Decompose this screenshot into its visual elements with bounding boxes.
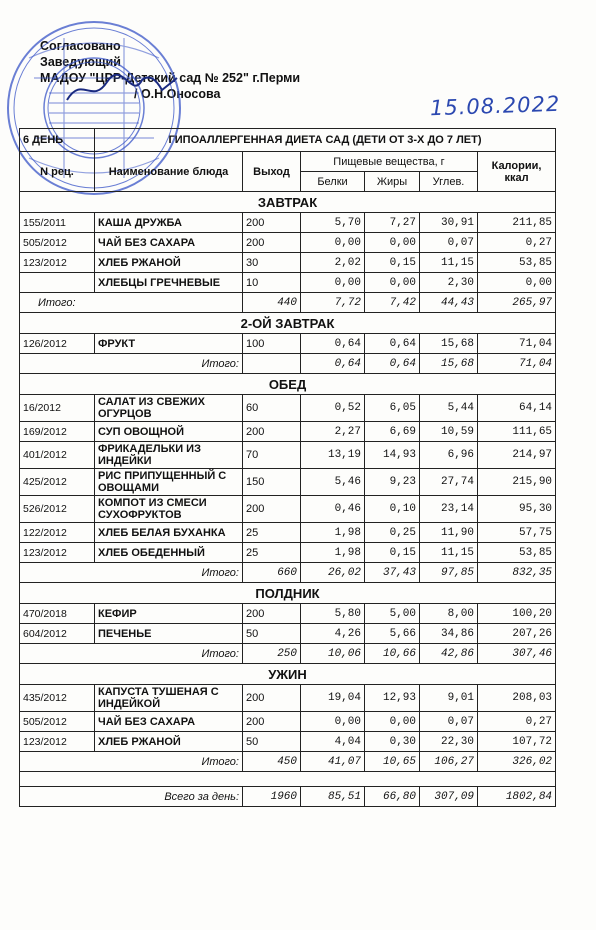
total-protein: 0,64 [301,354,365,374]
dish-carbs: 10,59 [420,422,478,442]
dish-fat: 0,15 [365,543,420,563]
dish-name: СУП ОВОЩНОЙ [95,422,243,442]
dish-fat: 5,00 [365,604,420,624]
section-row-lunch [20,374,556,395]
recipe-number: 604/2012 [20,624,95,644]
dish-calories: 57,75 [478,523,556,543]
dish-fat: 6,05 [365,395,420,422]
dish-carbs: 6,96 [420,442,478,469]
section-row-dinner [20,664,556,685]
dish-fat: 6,69 [365,422,420,442]
dish-carbs: 0,07 [420,712,478,732]
diet-title: ГИПОАЛЛЕРГЕННАЯ ДИЕТА САД (ДЕТИ ОТ 3-Х ДО 7 ЛЕТ) [95,129,556,152]
dish-name: САЛАТ ИЗ СВЕЖИХ ОГУРЦОВ [95,395,243,422]
dish-carbs: 15,68 [420,334,478,354]
dish-name: КАША ДРУЖБА [95,213,243,233]
total-fat: 0,64 [365,354,420,374]
dish-row [20,604,556,624]
grand-total-fat: 66,80 [365,787,420,807]
recipe-number: 526/2012 [20,496,95,523]
total-label: Итого: [20,752,243,772]
dish-name: ПЕЧЕНЬЕ [95,624,243,644]
dish-protein: 0,64 [301,334,365,354]
dish-calories: 0,27 [478,233,556,253]
dish-row [20,496,556,523]
dish-fat: 7,27 [365,213,420,233]
approval-title: Согласовано [40,39,121,53]
recipe-number: 425/2012 [20,469,95,496]
dish-carbs: 11,15 [420,253,478,273]
dish-protein: 5,46 [301,469,365,496]
dish-calories: 207,26 [478,624,556,644]
recipe-number: 435/2012 [20,685,95,712]
dish-row [20,273,556,293]
dish-fat: 0,30 [365,732,420,752]
dish-row [20,253,556,273]
dish-carbs: 9,01 [420,685,478,712]
dish-carbs: 30,91 [420,213,478,233]
day-label: 6 ДЕНЬ [20,129,95,152]
dish-output: 60 [243,395,301,422]
dish-carbs: 5,44 [420,395,478,422]
total-label: Итого: [20,644,243,664]
dish-name: КОМПОТ ИЗ СМЕСИ СУХОФРУКТОВ [95,496,243,523]
recipe-number: 126/2012 [20,334,95,354]
dish-name: ЧАЙ БЕЗ САХАРА [95,712,243,732]
dish-row [20,685,556,712]
section-title: ПОЛДНИК [20,583,556,604]
recipe-number: 470/2018 [20,604,95,624]
dish-fat: 0,25 [365,523,420,543]
total-row [20,644,556,664]
dish-calories: 111,65 [478,422,556,442]
total-carbs: 97,85 [420,563,478,583]
dish-carbs: 2,30 [420,273,478,293]
approval-position: Заведующий [40,55,121,69]
total-fat: 10,66 [365,644,420,664]
dish-calories: 71,04 [478,334,556,354]
total-fat: 10,65 [365,752,420,772]
col-calories-header: Калории, ккал [478,152,556,192]
dish-output: 70 [243,442,301,469]
dish-calories: 100,20 [478,604,556,624]
dish-row [20,442,556,469]
section-title: 2-ОЙ ЗАВТРАК [20,313,556,334]
dish-protein: 0,00 [301,233,365,253]
total-output: 450 [243,752,301,772]
dish-fat: 0,10 [365,496,420,523]
dish-fat: 9,23 [365,469,420,496]
dish-row [20,543,556,563]
dish-name: ХЛЕБ РЖАНОЙ [95,732,243,752]
dish-calories: 0,00 [478,273,556,293]
recipe-number: 122/2012 [20,523,95,543]
recipe-number: 123/2012 [20,543,95,563]
col-nutrients-header: Пищевые вещества, г [301,152,478,172]
total-output [243,354,301,374]
dish-protein: 0,52 [301,395,365,422]
recipe-number: 123/2012 [20,253,95,273]
total-calories: 71,04 [478,354,556,374]
dish-fat: 0,15 [365,253,420,273]
dish-protein: 2,02 [301,253,365,273]
dish-output: 25 [243,523,301,543]
dish-calories: 211,85 [478,213,556,233]
dish-calories: 53,85 [478,253,556,273]
dish-protein: 1,98 [301,543,365,563]
dish-row [20,732,556,752]
section-title: ЗАВТРАК [20,192,556,213]
dish-name: ХЛЕБЦЫ ГРЕЧНЕВЫЕ [95,273,243,293]
dish-protein: 0,46 [301,496,365,523]
dish-carbs: 27,74 [420,469,478,496]
section-title: ОБЕД [20,374,556,395]
dish-output: 200 [243,685,301,712]
dish-name: РИС ПРИПУЩЕННЫЙ С ОВОЩАМИ [95,469,243,496]
total-row [20,354,556,374]
dish-name: КАПУСТА ТУШЕНАЯ С ИНДЕЙКОЙ [95,685,243,712]
dish-row [20,624,556,644]
recipe-number: 16/2012 [20,395,95,422]
dish-output: 200 [243,712,301,732]
col-protein-header: Белки [301,172,365,192]
dish-protein: 19,04 [301,685,365,712]
grand-total-label: Всего за день: [20,787,243,807]
total-carbs: 106,27 [420,752,478,772]
section-row-snack [20,583,556,604]
recipe-number: 155/2011 [20,213,95,233]
total-carbs: 15,68 [420,354,478,374]
dish-output: 200 [243,213,301,233]
approval-signatory: / О.Н.Оносова [134,87,221,101]
dish-protein: 2,27 [301,422,365,442]
signature [62,70,182,110]
dish-fat: 12,93 [365,685,420,712]
dish-row [20,422,556,442]
dish-output: 200 [243,422,301,442]
col-fat-header: Жиры [365,172,420,192]
dish-fat: 0,00 [365,273,420,293]
column-header-row [20,152,556,172]
dish-fat: 0,64 [365,334,420,354]
grand-total-output: 1960 [243,787,301,807]
dish-calories: 64,14 [478,395,556,422]
dish-name: ФРУКТ [95,334,243,354]
recipe-number: 505/2012 [20,712,95,732]
dish-output: 10 [243,273,301,293]
dish-protein: 4,04 [301,732,365,752]
dish-carbs: 11,90 [420,523,478,543]
total-fat: 37,43 [365,563,420,583]
dish-fat: 0,00 [365,233,420,253]
dish-output: 50 [243,624,301,644]
dish-carbs: 0,07 [420,233,478,253]
total-row [20,752,556,772]
total-fat: 7,42 [365,293,420,313]
dish-output: 30 [243,253,301,273]
menu-body [20,192,556,807]
handwritten-date: 15.08.2022 [429,91,561,121]
total-row [20,293,556,313]
section-row-second_breakfast [20,313,556,334]
col-output-header: Выход [243,152,301,192]
total-calories: 832,35 [478,563,556,583]
recipe-number: 123/2012 [20,732,95,752]
grand-total-row [20,787,556,807]
total-protein: 7,72 [301,293,365,313]
dish-output: 50 [243,732,301,752]
spacer-row [20,772,556,787]
total-output: 440 [243,293,301,313]
total-protein: 41,07 [301,752,365,772]
dish-row [20,233,556,253]
dish-row [20,523,556,543]
dish-row [20,395,556,422]
dish-protein: 5,70 [301,213,365,233]
dish-protein: 0,00 [301,273,365,293]
total-output: 660 [243,563,301,583]
total-carbs: 44,43 [420,293,478,313]
dish-output: 200 [243,604,301,624]
dish-row [20,712,556,732]
grand-total-calories: 1802,84 [478,787,556,807]
total-calories: 326,02 [478,752,556,772]
dish-name: КЕФИР [95,604,243,624]
dish-output: 200 [243,496,301,523]
col-carbs-header: Углев. [420,172,478,192]
total-label: Итого: [20,293,243,313]
dish-name: ФРИКАДЕЛЬКИ ИЗ ИНДЕЙКИ [95,442,243,469]
dish-row [20,334,556,354]
dish-name: ЧАЙ БЕЗ САХАРА [95,233,243,253]
approval-organization: МАДОУ "ЦРР-Детский сад № 252" г.Перми [40,71,301,85]
dish-output: 150 [243,469,301,496]
dish-row [20,213,556,233]
dish-fat: 5,66 [365,624,420,644]
total-protein: 10,06 [301,644,365,664]
dish-calories: 208,03 [478,685,556,712]
total-calories: 307,46 [478,644,556,664]
dish-name: ХЛЕБ РЖАНОЙ [95,253,243,273]
dish-protein: 4,26 [301,624,365,644]
dish-fat: 14,93 [365,442,420,469]
total-label: Итого: [20,563,243,583]
recipe-number: 169/2012 [20,422,95,442]
dish-calories: 107,72 [478,732,556,752]
total-output: 250 [243,644,301,664]
recipe-number [20,273,95,293]
col-dish-header: Наименование блюда [95,152,243,192]
total-calories: 265,97 [478,293,556,313]
dish-protein: 1,98 [301,523,365,543]
dish-carbs: 11,15 [420,543,478,563]
section-row-breakfast [20,192,556,213]
dish-protein: 5,80 [301,604,365,624]
dish-carbs: 22,30 [420,732,478,752]
dish-carbs: 8,00 [420,604,478,624]
dish-calories: 215,90 [478,469,556,496]
dish-carbs: 23,14 [420,496,478,523]
dish-protein: 0,00 [301,712,365,732]
dish-protein: 13,19 [301,442,365,469]
title-row [20,129,556,152]
dish-row [20,469,556,496]
dish-calories: 0,27 [478,712,556,732]
dish-calories: 53,85 [478,543,556,563]
dish-output: 100 [243,334,301,354]
spacer-cell [20,772,556,787]
dish-calories: 95,30 [478,496,556,523]
total-protein: 26,02 [301,563,365,583]
dish-name: ХЛЕБ ОБЕДЕННЫЙ [95,543,243,563]
grand-total-protein: 85,51 [301,787,365,807]
total-row [20,563,556,583]
menu-table [19,128,556,807]
dish-output: 200 [243,233,301,253]
dish-carbs: 34,86 [420,624,478,644]
total-label: Итого: [20,354,243,374]
recipe-number: 505/2012 [20,233,95,253]
grand-total-carbs: 307,09 [420,787,478,807]
dish-name: ХЛЕБ БЕЛАЯ БУХАНКА [95,523,243,543]
dish-calories: 214,97 [478,442,556,469]
total-carbs: 42,86 [420,644,478,664]
section-title: УЖИН [20,664,556,685]
recipe-number: 401/2012 [20,442,95,469]
dish-output: 25 [243,543,301,563]
col-recipe-header: N рец. [20,152,95,192]
dish-fat: 0,00 [365,712,420,732]
